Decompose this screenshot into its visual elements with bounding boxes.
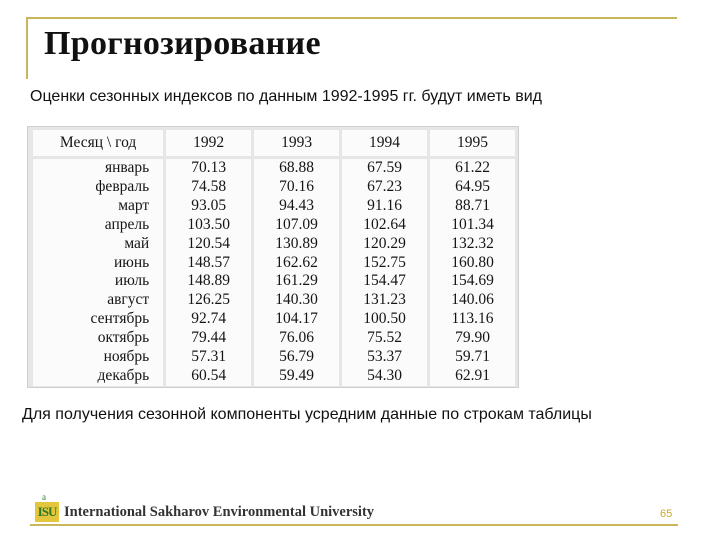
- table-row: [33, 235, 515, 254]
- index-value-cell: 79.44: [165, 329, 253, 348]
- index-value-cell: 70.16: [253, 178, 341, 197]
- index-value-cell: 74.58: [165, 178, 253, 197]
- index-value-cell: 140.06: [429, 291, 515, 310]
- month-cell: декабрь: [33, 367, 165, 386]
- month-cell: август: [33, 291, 165, 310]
- table-row: [33, 158, 515, 178]
- month-cell: март: [33, 197, 165, 216]
- frame-left-line: [26, 17, 28, 79]
- month-cell: февраль: [33, 178, 165, 197]
- isu-logo: [35, 492, 59, 526]
- index-value-cell: 76.06: [253, 329, 341, 348]
- logo-small-letter: a: [42, 492, 46, 502]
- table-row: [33, 329, 515, 348]
- index-value-cell: 126.25: [165, 291, 253, 310]
- month-cell: апрель: [33, 216, 165, 235]
- seasonal-index-table: [33, 130, 515, 386]
- table-row: [33, 254, 515, 273]
- header-month-year: Месяц \ год: [33, 130, 165, 158]
- index-value-cell: 67.59: [341, 158, 429, 178]
- conclusion-text: Для получения сезонной компоненты усредним данные по строкам таблицы: [22, 406, 592, 423]
- index-value-cell: 94.43: [253, 197, 341, 216]
- index-value-cell: 64.95: [429, 178, 515, 197]
- index-value-cell: 161.29: [253, 272, 341, 291]
- table-row: [33, 291, 515, 310]
- month-cell: январь: [33, 158, 165, 178]
- index-value-cell: 70.13: [165, 158, 253, 178]
- index-value-cell: 75.52: [341, 329, 429, 348]
- header-1992: 1992: [165, 130, 253, 158]
- index-value-cell: 160.80: [429, 254, 515, 273]
- table-row: [33, 197, 515, 216]
- index-value-cell: 54.30: [341, 367, 429, 386]
- index-value-cell: 120.54: [165, 235, 253, 254]
- index-value-cell: 131.23: [341, 291, 429, 310]
- index-value-cell: 67.23: [341, 178, 429, 197]
- index-value-cell: 57.31: [165, 348, 253, 367]
- index-value-cell: 154.69: [429, 272, 515, 291]
- header-1994: 1994: [341, 130, 429, 158]
- index-value-cell: 148.57: [165, 254, 253, 273]
- table-row: [33, 348, 515, 367]
- index-value-cell: 92.74: [165, 310, 253, 329]
- footer-line: [30, 524, 678, 526]
- index-value-cell: 59.49: [253, 367, 341, 386]
- logo-mark: ISU: [35, 502, 59, 522]
- header-1993: 1993: [253, 130, 341, 158]
- month-cell: октябрь: [33, 329, 165, 348]
- index-value-cell: 154.47: [341, 272, 429, 291]
- month-cell: июнь: [33, 254, 165, 273]
- index-value-cell: 59.71: [429, 348, 515, 367]
- month-cell: май: [33, 235, 165, 254]
- index-value-cell: 93.05: [165, 197, 253, 216]
- index-value-cell: 113.16: [429, 310, 515, 329]
- table-row: [33, 367, 515, 386]
- month-cell: ноябрь: [33, 348, 165, 367]
- page-number: 65: [660, 508, 673, 520]
- index-value-cell: 132.32: [429, 235, 515, 254]
- index-value-cell: 148.89: [165, 272, 253, 291]
- month-cell: сентябрь: [33, 310, 165, 329]
- table-header-row: [33, 130, 515, 158]
- index-value-cell: 62.91: [429, 367, 515, 386]
- index-value-cell: 61.22: [429, 158, 515, 178]
- index-value-cell: 60.54: [165, 367, 253, 386]
- index-value-cell: 88.71: [429, 197, 515, 216]
- index-value-cell: 140.30: [253, 291, 341, 310]
- index-value-cell: 91.16: [341, 197, 429, 216]
- index-value-cell: 104.17: [253, 310, 341, 329]
- slide-title: Прогнозирование: [44, 25, 321, 62]
- index-value-cell: 100.50: [341, 310, 429, 329]
- table-row: [33, 272, 515, 291]
- header-1995: 1995: [429, 130, 515, 158]
- intro-text: Оценки сезонных индексов по данным 1992-1995 гг. будут иметь вид: [30, 88, 542, 105]
- index-value-cell: 79.90: [429, 329, 515, 348]
- index-value-cell: 120.29: [341, 235, 429, 254]
- index-value-cell: 162.62: [253, 254, 341, 273]
- index-value-cell: 152.75: [341, 254, 429, 273]
- month-cell: июль: [33, 272, 165, 291]
- index-value-cell: 130.89: [253, 235, 341, 254]
- frame-top-line: [26, 17, 677, 19]
- index-value-cell: 53.37: [341, 348, 429, 367]
- index-value-cell: 56.79: [253, 348, 341, 367]
- table-row: [33, 178, 515, 197]
- university-name: International Sakharov Environmental University: [64, 504, 375, 520]
- index-value-cell: 102.64: [341, 216, 429, 235]
- seasonal-index-table-container: [27, 126, 519, 388]
- index-value-cell: 68.88: [253, 158, 341, 178]
- index-value-cell: 103.50: [165, 216, 253, 235]
- table-row: [33, 216, 515, 235]
- table-body: [33, 158, 515, 386]
- index-value-cell: 107.09: [253, 216, 341, 235]
- index-value-cell: 101.34: [429, 216, 515, 235]
- table-row: [33, 310, 515, 329]
